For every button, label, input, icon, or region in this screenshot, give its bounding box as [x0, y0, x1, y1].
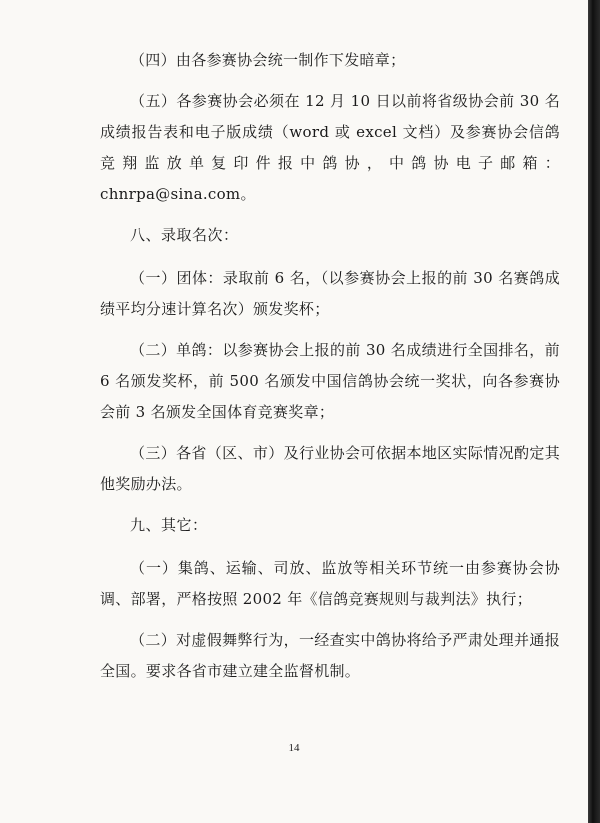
scan-binding-edge [588, 0, 600, 823]
section-heading-8: 八、录取名次： [130, 226, 239, 244]
clause-8-2: （二）单鸽：以参赛协会上报的前 30 名成绩进行全国排名，前 6 名颁发奖杯，前 500 名颁发中国信鸽协会统一奖状，向各参赛协会前 3 名颁发全国体育竞赛奖章； [100, 341, 560, 421]
clause-9-2: （二）对虚假舞弊行为，一经查实中鸽协将给予严肃处理并通报全国。要求各省市建立建全监督机制。 [100, 631, 560, 680]
clause-4: （四）由各参赛协会统一制作下发暗章； [130, 51, 406, 69]
section-heading-9: 九、其它： [130, 516, 208, 534]
body-text [100, 45, 560, 697]
clause-8-3: （三）各省（区、市）及行业协会可依据本地区实际情况酌定其他奖励办法。 [100, 444, 560, 493]
clause-5: （五）各参赛协会必须在 12 月 10 日以前将省级协会前 30 名成绩报告表和电子版成绩（word 或 excel 文档）及参赛协会信鸽竞翔监放单复印件报中鸽协，中鸽协电子邮箱：chnrpa@sina.com。 [100, 92, 560, 203]
clause-9-1: （一）集鸽、运输、司放、监放等相关环节统一由参赛协会协调、部署，严格按照 2002 年《信鸽竞赛规则与裁判法》执行； [100, 559, 560, 608]
clause-8-1: （一）团体：录取前 6 名，（以参赛协会上报的前 30 名赛鸽成绩平均分速计算名次）颁发奖杯； [100, 269, 560, 318]
page-number: 14 [288, 742, 300, 754]
